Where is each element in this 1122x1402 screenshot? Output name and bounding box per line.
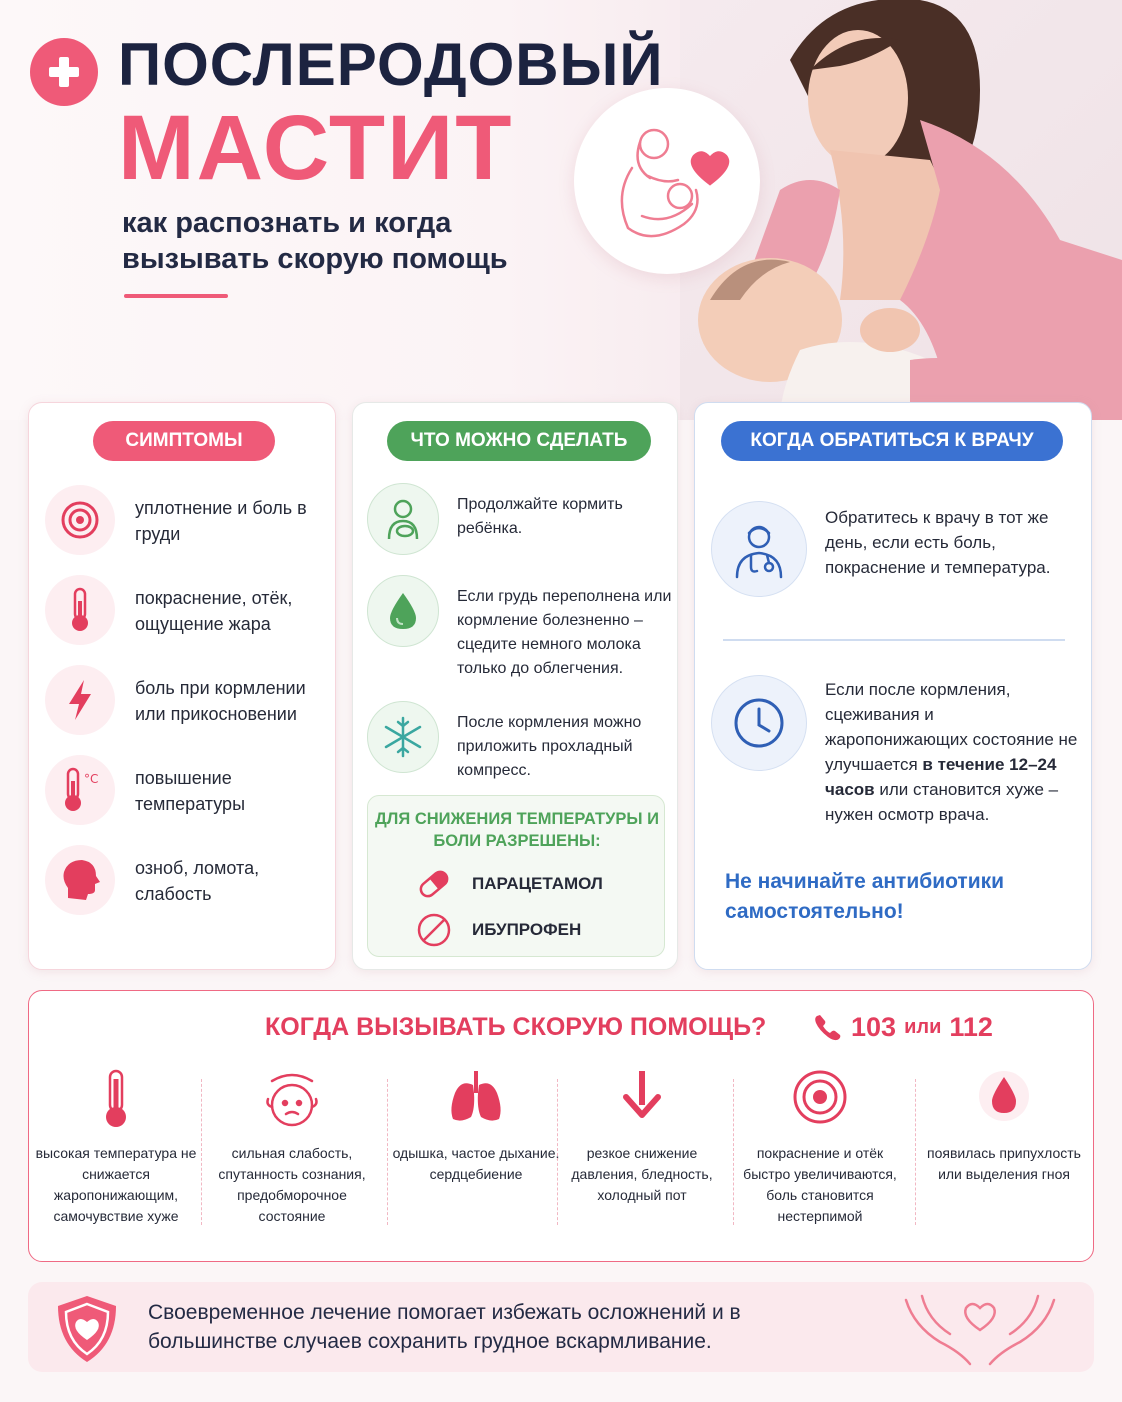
what-to-do-card xyxy=(352,402,678,970)
doctor-item xyxy=(711,501,1081,611)
emergency-title: КОГДА ВЫЗЫВАТЬ СКОРУЮ ПОМОЩЬ? xyxy=(265,1013,767,1041)
emergency-section xyxy=(28,990,1094,1262)
lightning-icon xyxy=(45,665,115,735)
breastfeeding-heart-icon xyxy=(574,88,760,274)
symptom-text: уплотнение и боль в груди xyxy=(135,498,307,544)
clock-icon xyxy=(711,675,807,771)
when-to-see-doctor-card xyxy=(694,402,1092,970)
lungs-icon xyxy=(391,1069,561,1131)
page-title-line1: ПОСЛЕРОДОВЫЙ xyxy=(118,31,664,98)
emergency-text: высокая температура не снижается жаропонижающим, самочувствие хуже xyxy=(35,1145,197,1224)
nursing-mother-icon xyxy=(367,483,439,555)
med-item xyxy=(416,912,636,948)
todo-item xyxy=(367,483,667,563)
pus-drop-icon xyxy=(919,1069,1089,1131)
footer-text: Своевременное лечение помогает избежать осложнений и в большинстве случаев сохранить грудное вскармливание. xyxy=(148,1301,741,1353)
symptom-text: озноб, ломота, слабость xyxy=(135,858,260,904)
antibiotics-warning: Не начинайте антибиотики самостоятельно! xyxy=(725,870,1005,923)
tablet-icon xyxy=(416,912,452,948)
todo-item xyxy=(367,701,667,785)
hands-heart-icon xyxy=(900,1290,1060,1371)
emergency-item xyxy=(919,1069,1089,1185)
page-subtitle: как распознать и когда вызывать скорую помощь xyxy=(122,207,508,275)
symptoms-label: СИМПТОМЫ xyxy=(93,421,275,461)
milk-drop-icon xyxy=(367,575,439,647)
allowed-meds-title: ДЛЯ СНИЖЕНИЯ ТЕМПЕРАТУРЫ И БОЛИ РАЗРЕШЕНЫ: xyxy=(375,810,659,850)
med-name: ИБУПРОФЕН xyxy=(472,920,582,939)
emergency-item xyxy=(735,1069,905,1227)
emergency-phone[interactable] xyxy=(813,1009,993,1045)
med-item xyxy=(416,866,636,902)
emergency-item xyxy=(391,1069,561,1185)
column-separator xyxy=(733,1079,734,1225)
phone-number-1[interactable]: 103 xyxy=(851,1011,897,1042)
symptom-item xyxy=(45,845,325,919)
thermometer-celsius-icon xyxy=(45,755,115,825)
symptom-text: повышение температуры xyxy=(135,768,246,814)
divider xyxy=(723,639,1065,641)
doctor-item xyxy=(711,673,1081,833)
pill-capsule-icon xyxy=(416,866,452,902)
allowed-meds-box xyxy=(367,795,665,957)
todo-text: После кормления можно приложить прохладный компресс. xyxy=(457,714,642,779)
target-icon xyxy=(735,1069,905,1131)
column-separator xyxy=(201,1079,202,1225)
emergency-item xyxy=(31,1069,201,1227)
symptom-item xyxy=(45,755,325,829)
doctor-text-2-start: Если после кормления, сцеживания и жаропонижающих состояние не улучшается xyxy=(825,680,1078,774)
emergency-item xyxy=(207,1069,377,1227)
emergency-text: покраснение и отёк быстро увеличиваются, боль становится нестерпимой xyxy=(743,1145,897,1224)
emergency-text: одышка, частое дыхание, сердцебиение xyxy=(392,1145,560,1182)
symptom-item xyxy=(45,575,325,649)
thermometer-icon xyxy=(45,575,115,645)
plus-icon xyxy=(30,38,98,106)
page-title-line2: МАСТИТ xyxy=(118,97,514,199)
head-icon xyxy=(45,845,115,915)
emergency-text: резкое снижение давления, бледность, холодный пот xyxy=(571,1145,713,1203)
phone-or: или xyxy=(904,1015,942,1038)
dizzy-face-icon xyxy=(207,1069,377,1131)
phone-number-2[interactable]: 112 xyxy=(949,1011,993,1042)
med-name: ПАРАЦЕТАМОЛ xyxy=(472,874,603,893)
symptom-text: боль при кормлении или прикосновении xyxy=(135,678,306,724)
emergency-item xyxy=(557,1069,727,1206)
thermometer-high-icon xyxy=(31,1069,201,1131)
svg-text:°C: °C xyxy=(84,772,99,786)
when-to-see-doctor-label: КОГДА ОБРАТИТЬСЯ К ВРАЧУ xyxy=(721,421,1063,461)
doctor-icon xyxy=(711,501,807,597)
emergency-text: появилась припухлость или выделения гноя xyxy=(927,1145,1081,1182)
todo-item xyxy=(367,575,672,685)
shield-heart-icon xyxy=(50,1294,124,1369)
symptom-item xyxy=(45,665,325,739)
doctor-text-2 xyxy=(825,677,1081,827)
todo-text: Продолжайте кормить ребёнка. xyxy=(457,496,623,537)
footer-banner xyxy=(28,1282,1094,1372)
phone-icon xyxy=(813,1012,843,1042)
title-underline xyxy=(124,294,228,298)
todo-text: Если грудь переполнена или кормление болезненно – сцедите немного молока только до облегчения. xyxy=(457,588,672,677)
arrow-down-icon xyxy=(557,1069,727,1131)
symptoms-card xyxy=(28,402,336,970)
doctor-text-2-end: или становится хуже – нужен осмотр врача. xyxy=(825,780,1059,824)
doctor-text-1: Обратитесь к врачу в тот же день, если есть боль, покраснение и температура. xyxy=(825,508,1051,577)
column-separator xyxy=(915,1079,916,1225)
column-separator xyxy=(387,1079,388,1225)
symptom-text: покраснение, отёк, ощущение жара xyxy=(135,588,293,634)
symptom-item xyxy=(45,485,325,559)
emergency-text: сильная слабость, спутанность сознания, предобморочное состояние xyxy=(218,1145,366,1224)
what-to-do-label: ЧТО МОЖНО СДЕЛАТЬ xyxy=(387,421,651,461)
target-icon xyxy=(45,485,115,555)
doctor-text-2-bold: в течение 12–24 часов xyxy=(825,755,1057,799)
snowflake-icon xyxy=(367,701,439,773)
